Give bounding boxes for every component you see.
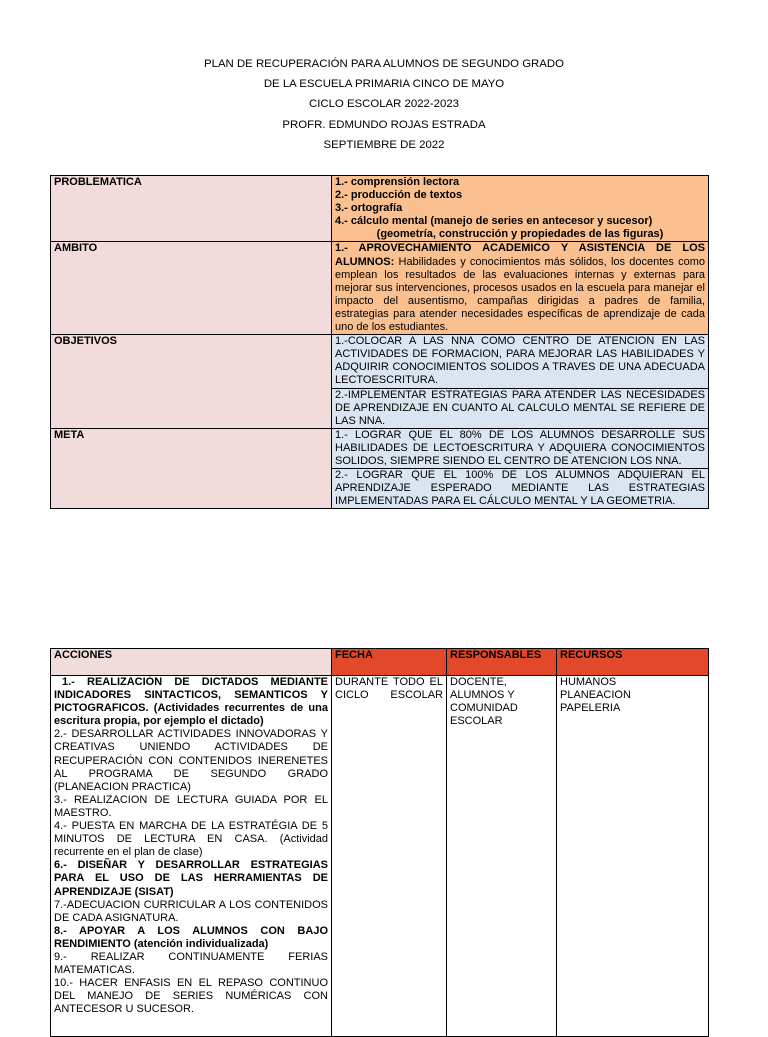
header-school: DE LA ESCUELA PRIMARIA CINCO DE MAYO bbox=[263, 78, 505, 91]
row-objetivos-1 bbox=[51, 335, 709, 388]
header-date: SEPTIEMBRE DE 2022 bbox=[323, 138, 445, 151]
problematica-item: 4.- cálculo mental (manejo de series en antecesor y sucesor) bbox=[335, 215, 653, 228]
responsables-cell bbox=[447, 676, 557, 1037]
row-meta-1 bbox=[51, 428, 709, 468]
responsable-item: ALUMNOS Y bbox=[450, 689, 515, 702]
fecha-cell bbox=[332, 676, 447, 1037]
accion-item: 7.-ADECUACION CURRICULAR A LOS CONTENIDOS DE CADA ASIGNATURA. bbox=[54, 898, 328, 924]
problematica-item: 3.- ortografía bbox=[335, 202, 403, 215]
accion-item: 10.- HACER ENFASIS EN EL REPASO CONTINUO DEL MANEJO DE SERIES NUMÉRICAS CON ANTECESOR U SUCESOR. bbox=[54, 977, 328, 1016]
problematica-item: (geometría, construcción y propiedades de las figuras) bbox=[376, 228, 664, 241]
meta-2: 2.- LOGRAR QUE EL 100% DE LOS ALUMNOS ADQUIERAN EL APRENDIZAJE ESPERADO MEDIANTE LAS ESTRATEGIAS IMPLEMENTADAS PARA EL CÁLCULO MENTAL Y LA GEOMETRIA. bbox=[332, 469, 709, 509]
meta-1: 1.- LOGRAR QUE EL 80% DE LOS ALUMNOS DESARROLLE SUS HABILIDADES DE LECTOESCRITURA Y ADQUIERA CONOCIMIENTOS SOLIDOS, SIEMPRE SIENDO EL CENTRO DE ATENCION LOS NNA. bbox=[332, 428, 709, 468]
actions-table bbox=[50, 648, 709, 1037]
acciones-list bbox=[51, 676, 332, 1037]
objetivo-1: 1.-COLOCAR A LAS NNA COMO CENTRO DE ATENCION EN LAS ACTIVIDADES DE FORMACION, PARA MEJORAR LAS HABILIDADES Y ADQUIRIR CONOCIMIENTOS SOLIDOS A TRAVES DE UNA ADECUADA LECTOESCRITURA. bbox=[332, 335, 709, 388]
header-responsables: RESPONSABLES bbox=[447, 649, 557, 676]
ambito-text: Habilidades y conocimientos más sólidos, los docentes como emplean los resultados de las evaluaciones internas y externas para mejorar sus intervenciones, procesos usados en la escuela para manejar el impacto del ausentismo, campañas dirigidas a padres de familia, estrategias para atender necesidades específicas de aprendizaje de cada uno de los estudiantes. bbox=[335, 255, 705, 334]
responsable-item: DOCENTE, bbox=[450, 676, 507, 688]
label-meta: META bbox=[51, 428, 332, 509]
ambito-content bbox=[332, 242, 709, 335]
label-ambito: AMBITO bbox=[51, 242, 332, 335]
recurso-item: PAPELERIA bbox=[560, 702, 621, 715]
row-problematica bbox=[51, 176, 709, 242]
header-fecha: FECHA bbox=[332, 649, 447, 676]
actions-header-row bbox=[51, 649, 709, 676]
accion-item: 1.- REALIZACIÓN DE DICTADOS MEDIANTE INDICADORES SINTACTICOS, SEMANTICOS Y PICTOGRAFICOS. (Actividades recurrentes de una escritura propia, por ejemplo el dictado) bbox=[54, 676, 328, 728]
header-recursos: RECURSOS bbox=[557, 649, 709, 676]
ambito-heading: 1.- APROVECHAMIENTO ACADEMICO Y ASISTENCIA DE LOS ALUMNOS: bbox=[335, 242, 705, 268]
objetivo-2: 2.-IMPLEMENTAR ESTRATEGIAS PARA ATENDER LAS NECESIDADES DE APRENDIZAJE EN CUANTO AL CALCULO MENTAL SE REFIERE DE LAS NNA. bbox=[332, 388, 709, 428]
accion-item: 6.- DISEÑAR Y DESARROLLAR ESTRATEGIAS PARA EL USO DE LAS HERRAMIENTAS DE APRENDIZAJE (SISAT) bbox=[54, 859, 328, 898]
label-problematica: PROBLEMATICA bbox=[51, 176, 332, 242]
plan-table bbox=[50, 175, 709, 509]
accion-item: 9.- REALIZAR CONTINUAMENTE FERIAS MATEMATICAS. bbox=[54, 950, 328, 977]
problematica-content bbox=[332, 176, 709, 242]
actions-body-row bbox=[51, 676, 709, 1037]
problematica-item: 1.- comprensión lectora bbox=[335, 176, 460, 188]
recurso-item: PLANEACION bbox=[560, 689, 631, 702]
problematica-item: 2.- producción de textos bbox=[335, 189, 463, 202]
header-acciones: ACCIONES bbox=[51, 649, 332, 676]
fecha-text: DURANTE TODO EL CICLO ESCOLAR bbox=[335, 676, 443, 702]
accion-item: 8.- APOYAR A LOS ALUMNOS CON BAJO RENDIMIENTO (atención individualizada) bbox=[54, 924, 328, 950]
accion-item: 4.- PUESTA EN MARCHA DE LA ESTRATÉGIA DE 5 MINUTOS DE LECTURA EN CASA. (Actividad recurrente en el plan de clase) bbox=[54, 820, 328, 859]
accion-item: 3.- REALIZACION DE LECTURA GUIADA POR EL MAESTRO. bbox=[54, 793, 328, 819]
document-header bbox=[0, 54, 768, 155]
header-teacher: PROFR. EDMUNDO ROJAS ESTRADA bbox=[282, 118, 486, 131]
accion-item: 2.- DESARROLLAR ACTIVIDADES INNOVADORAS Y CREATIVAS UNIENDO ACTIVIDADES DE RECUPERACIÓN CON CONTENIDOS INERENETES AL PROGRAMA DE SEGUNDO GRADO (PLANEACION PRACTICA) bbox=[54, 728, 328, 793]
header-title: PLAN DE RECUPERACIÓN PARA ALUMNOS DE SEGUNDO GRADO bbox=[204, 58, 564, 70]
recursos-cell bbox=[557, 676, 709, 1037]
label-objetivos: OBJETIVOS bbox=[51, 335, 332, 429]
header-cycle: CICLO ESCOLAR 2022-2023 bbox=[308, 98, 460, 111]
responsable-item: COMUNIDAD bbox=[450, 702, 518, 715]
responsable-item: ESCOLAR bbox=[450, 715, 503, 728]
recurso-item: HUMANOS bbox=[560, 676, 617, 688]
row-ambito bbox=[51, 242, 709, 335]
